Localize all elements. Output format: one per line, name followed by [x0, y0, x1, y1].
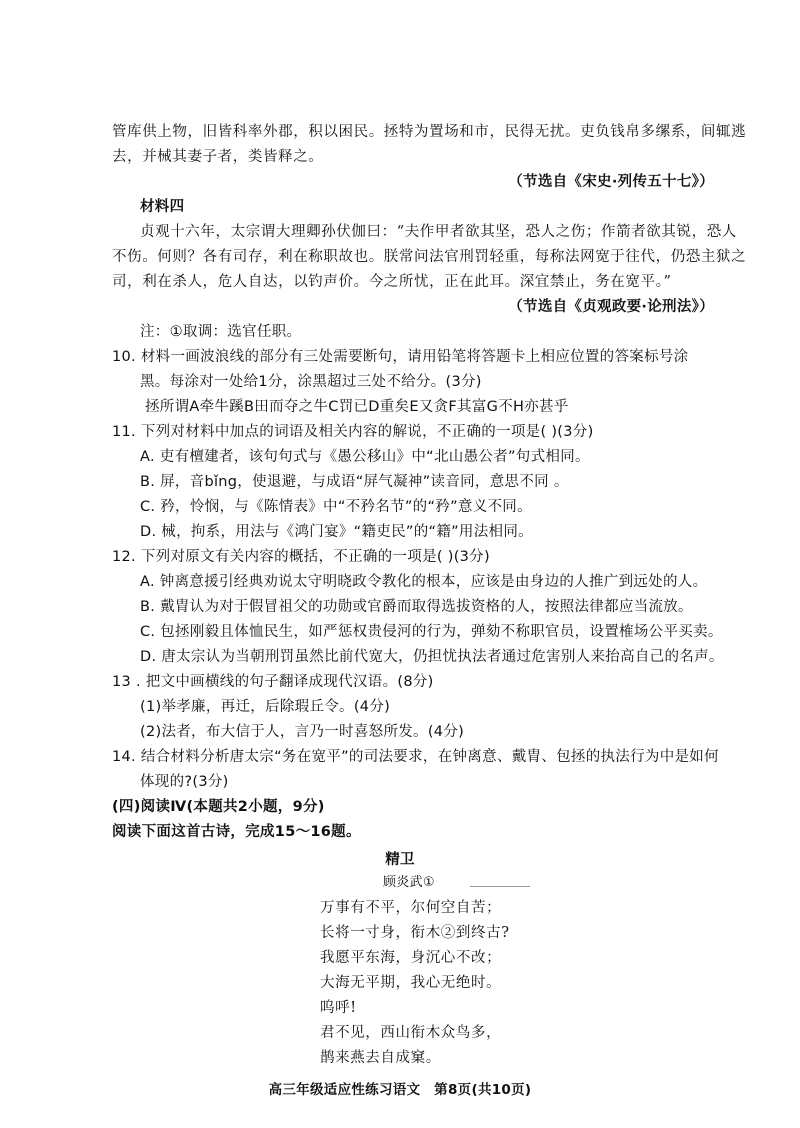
poem-line: 长将一寸身，衔木②到终古? [320, 925, 510, 941]
material4-source: （节选自《贞观政要·论刑法》） [508, 299, 714, 315]
q11-option-b: B. 屏，音bǐng，使退避，与成语“屏气凝神”读音同，意思不同 。 [140, 474, 569, 490]
poem-line: 鹊来燕去自成窠。 [320, 1050, 441, 1066]
q12-option-b: B. 戴胄认为对于假冒祖父的功勋或官爵而取得选拔资格的人，按照法律都应当流放。 [140, 599, 693, 615]
q13-item-2: (2)法者，布大信于人，言乃一时喜怒所发。(4分) [140, 724, 465, 740]
poem-title: 精卫 [385, 852, 415, 868]
poem-line: 呜呼! [320, 1000, 357, 1016]
page-footer: 高三年级适应性练习语文 第8页(共10页) [268, 1082, 532, 1098]
material4-line-3: 司，利在杀人，危人自达，以钓声价。今之所忧，正在此耳。深宜禁止，务在宽平。” [112, 274, 672, 290]
q10-line-1: 10. 材料一画波浪线的部分有三处需要断句，请用铅笔将答题卡上相应位置的答案标号涂 [112, 349, 689, 365]
material4-line-2: 不伤。何则？各有司存，利在称职故也。朕常问法官刑罚轻重，每称法网宽于往代，仍恐主狱之 [112, 249, 747, 265]
material4-line-1: 贞观十六年，太宗谓大理卿孙伏伽曰：“夫作甲者欲其坚，恐人之伤；作箭者欲其锐，恐人 [140, 224, 737, 240]
section4-instruction: 阅读下面这首古诗，完成15～16题。 [112, 824, 361, 840]
q13-stem: 13 . 把文中画横线的句子翻译成现代汉语。(8分) [112, 674, 434, 690]
material4-heading: 材料四 [140, 199, 185, 215]
material3-line-2: 去，并械其妻子者，类皆释之。 [112, 149, 324, 165]
q13-item-1: (1)举孝廉，再迁，后除瑕丘令。(4分) [140, 699, 391, 715]
q10-line-2: 黑。每涂对一处给1分，涂黑超过三处不给分。(3分) [140, 374, 482, 390]
q12-stem: 12. 下列对原文有关内容的概括，不正确的一项是( )(3分) [112, 549, 490, 565]
poem-line: 我愿平东海，身沉心不改； [320, 950, 502, 966]
material3-source: （节选自《宋史·列传五十七》） [508, 174, 714, 190]
poem-line: 万事有不平，尔何空自苦； [320, 900, 502, 916]
q12-option-c: C. 包拯刚毅且体恤民生，如严惩权贵侵河的行为，弹劾不称职官员，设置榷场公平买卖。 [140, 624, 723, 640]
author-blank-line [470, 886, 530, 887]
poem-line: 大海无平期，我心无绝时。 [320, 975, 502, 991]
q10-options: 拯所谓A牵牛蹊B田而夺之牛C罚已D重矣E又贪F其富G不H亦甚乎 [145, 399, 569, 415]
q12-option-d: D. 唐太宗认为当朝刑罚虽然比前代宽大，仍担忧执法者通过危害别人来抬高自己的名声。 [140, 649, 724, 665]
material3-line-1: 管库供上物，旧皆科率外郡，积以困民。拯特为置场和市，民得无扰。吏负钱帛多缧系，间辄逃 [112, 124, 747, 140]
q11-option-c: C. 矜，怜悯，与《陈情表》中“不矜名节”的“矜”意义不同。 [140, 499, 532, 515]
q14-line-1: 14. 结合材料分析唐太宗“务在宽平”的司法要求，在钟离意、戴胄、包拯的执法行为中是如何 [112, 749, 719, 765]
q14-line-2: 体现的?(3分) [140, 774, 229, 790]
poem-line: 君不见，西山衔木众鸟多， [320, 1025, 502, 1041]
q11-option-d: D. 械，拘系，用法与《鸿门宴》“籍吏民”的“籍”用法相同。 [140, 524, 533, 540]
material4-note: 注：①取调：选官任职。 [140, 324, 302, 340]
section4-heading: (四)阅读Ⅳ(本题共2小题，9分) [112, 799, 325, 815]
poem-author: 顾炎武① [383, 875, 435, 890]
q12-option-a: A. 钟离意援引经典劝说太守明晓政令教化的根本，应该是由身边的人推广到远处的人。 [140, 574, 708, 590]
q11-option-a: A. 吏有檀建者，该句句式与《愚公移山》中“北山愚公者”句式相同。 [140, 449, 590, 465]
q11-stem: 11. 下列对材料中加点的词语及相关内容的解说，不正确的一项是( )(3分) [112, 424, 594, 440]
